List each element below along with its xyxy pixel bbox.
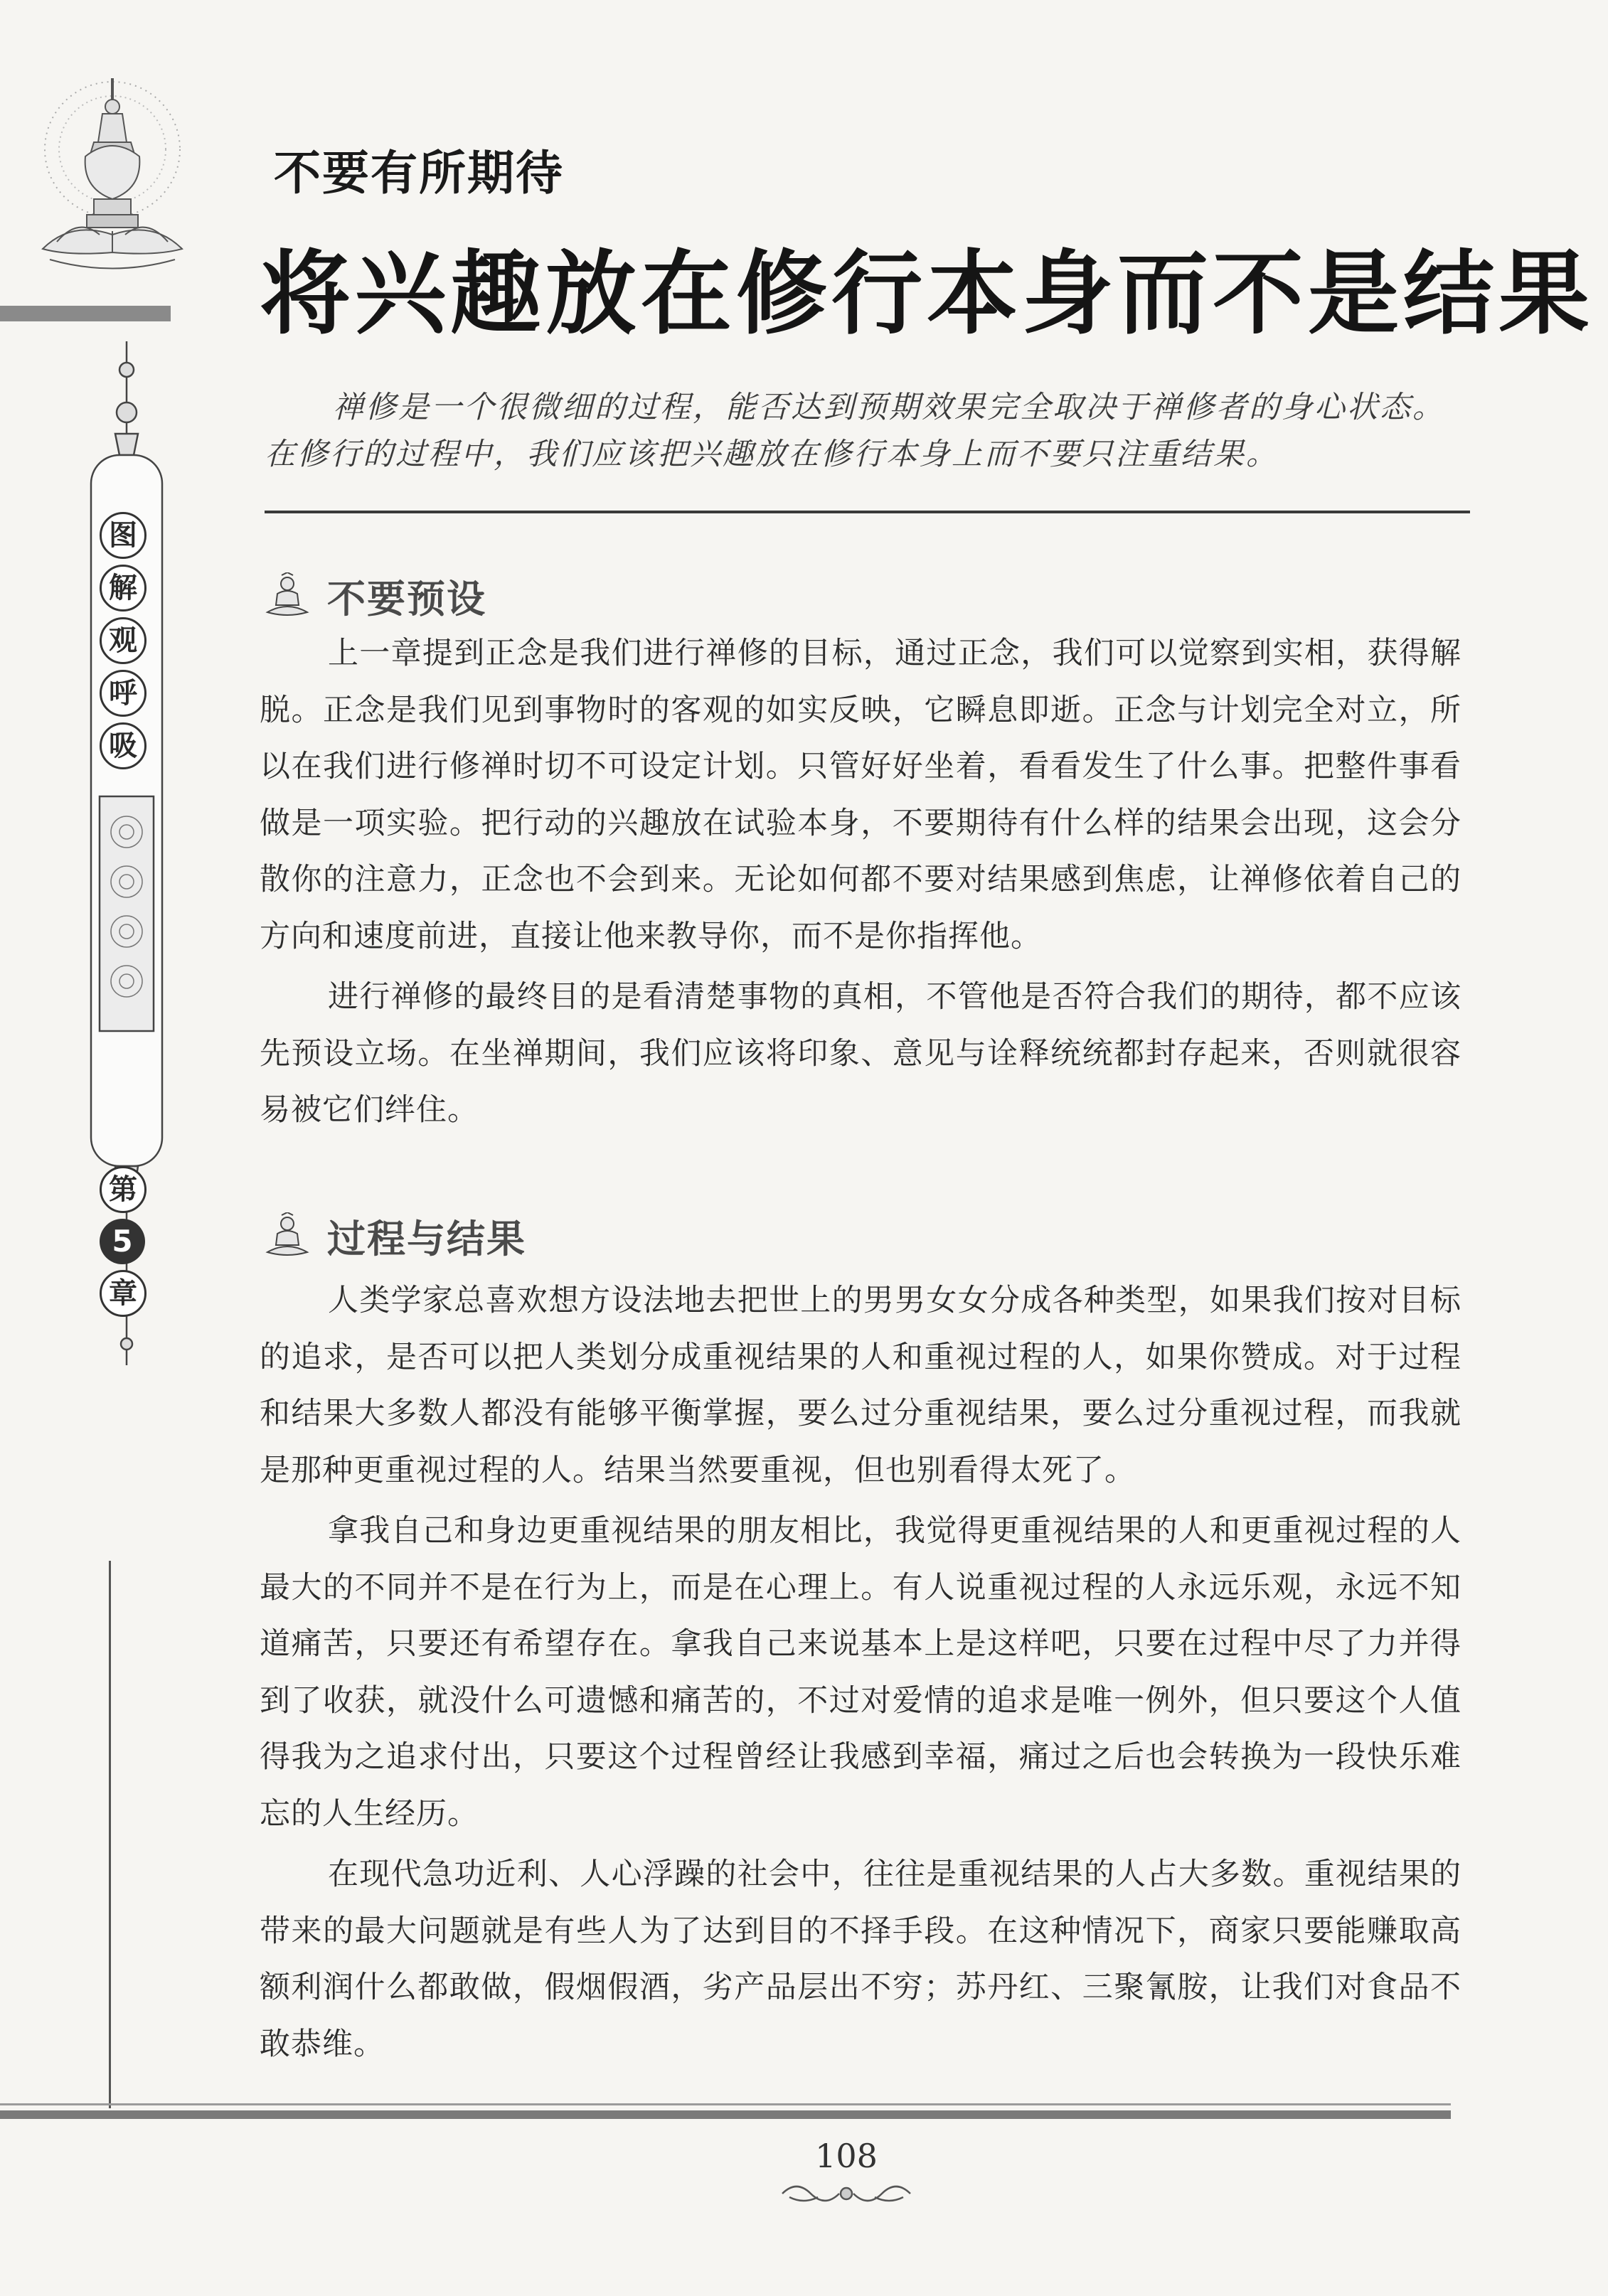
section-title: 不要预设 [327,576,486,621]
section-body [260,626,1461,1143]
page-number: 108 [815,2137,878,2175]
section-heading [263,569,486,624]
stupa-lotus-emblem [28,64,192,299]
chapter-marker [100,1166,145,1317]
section-title: 过程与结果 [327,1216,526,1261]
intro-text: 禅修是一个很微细的过程，能否达到预期效果完全取决于禅修者的身心状态。在修行的过程中，我们应该把兴趣放在修行本身上而不要只注重结果。 [265,390,1445,472]
paragraph: 进行禅修的最终目的是看清楚事物的真相，不管他是否符合我们的期待，都不应该先预设立场。在坐禅期间，我们应该将印象、意见与诠释统统都封存起来，否则就很容易被它们绊住。 [260,979,1461,1128]
chapter-intro [265,384,1474,478]
meditating-buddha-icon [263,1212,312,1261]
header-accent-bar [0,306,171,321]
paragraph: 上一章提到正念是我们进行禅修的目标，通过正念，我们可以觉察到实相，获得解脱。正念是我们见到事物时的客观的如实反映，它瞬息即逝。正念与计划完全对立，所以在我们进行修禅时切不可设定计划。只管好好坐着，看看发生了什么事。把整件事看做是一项实验。把行动的兴趣放在试验本身，不要期待有什么样的结果会出现，这会分散你的注意力，正念也不会到来。无论如何都不要对结果感到焦虑，让禅修依着自己的方向和速度前进，直接让他来教导你，而不是你指挥他。 [260,636,1461,954]
section-kicker: 不要有所期待 [274,146,564,201]
footer-rule [0,2110,1451,2119]
section-heading [263,1209,526,1264]
paragraph: 拿我自己和身边更重视结果的朋友相比，我觉得更重视结果的人和更重视过程的人最大的不同并不是在行为上，而是在心理上。有人说重视过程的人永远乐观，永远不知道痛苦，只要还有希望存在。拿我自己来说基本上是这样吧，只要在过程中尽了力并得到了收获，就没什么可遗憾和痛苦的，不过对爱情的追求是唯一例外，但只要这个人值得我为之追求付出，只要这个过程曾经让我感到幸福，痛过之后也会转换为一段快乐难忘的人生经历。 [260,1513,1461,1832]
paragraph: 人类学家总喜欢想方设法地去把世上的男男女女分成各种类型，如果我们按对目标的追求，是否可以把人类划分成重视结果的人和重视过程的人，如果你赞成。对于过程和结果大多数人都没有能够平衡掌握，要么过分重视结果，要么过分重视过程，而我就是那种更重视过程的人。结果当然要重视，但也别看得太死了。 [260,1283,1461,1488]
margin-rule [109,1561,111,2108]
series-char: 观 [100,617,147,664]
series-char: 呼 [100,670,147,717]
series-char: 图 [100,512,147,559]
chapter-prefix: 第 [100,1166,147,1213]
footer-scroll-ornament [775,2176,917,2211]
chapter-suffix: 章 [100,1270,147,1317]
section-body [260,1273,1461,2077]
page-title: 将兴趣放在修行本身而不是结果 [260,240,1594,347]
paragraph: 在现代急功近利、人心浮躁的社会中，往往是重视结果的人占大多数。重视结果的带来的最大问题就是有些人为了达到目的不择手段。在这种情况下，商家只要能赚取高额利润什么都敢做，假烟假酒，劣产品层出不穷；苏丹红、三聚氰胺，让我们对食品不敢恭维。 [260,1857,1461,2062]
chapter-number: 5 [100,1219,145,1264]
intro-divider [265,511,1470,513]
series-char: 吸 [100,722,147,769]
footer-rule-thin [0,2103,1451,2105]
sidebar-series-title [100,512,145,769]
series-char: 解 [100,565,147,612]
meditating-buddha-icon [263,572,312,621]
